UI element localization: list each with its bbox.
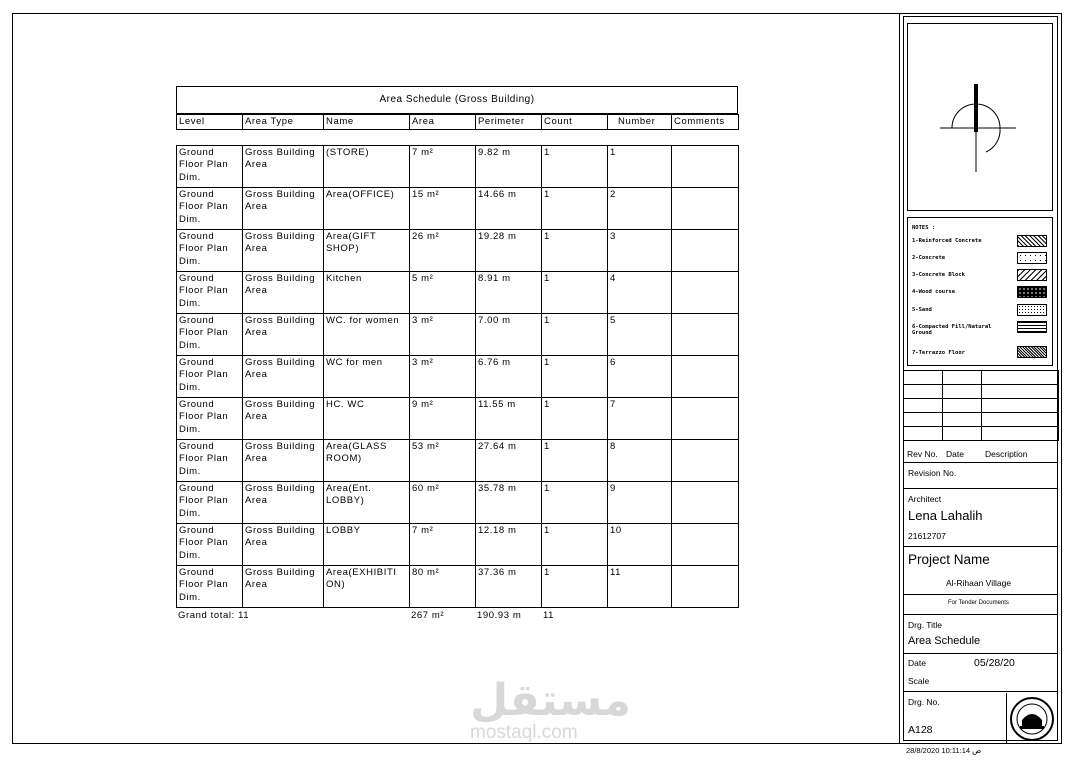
project-label: Project Name xyxy=(908,552,990,567)
cell-number: 4 xyxy=(608,272,672,314)
cell-area-type: Gross Building Area xyxy=(243,314,324,356)
cell-comments xyxy=(672,272,739,314)
cell-perimeter: 35.78 m xyxy=(476,482,542,524)
cell-perimeter: 12.18 m xyxy=(476,524,542,566)
cell-level: Ground Floor Plan Dim. xyxy=(177,398,243,440)
cell-number: 10 xyxy=(608,524,672,566)
cell-area: 5 m² xyxy=(410,272,476,314)
column-header-area: Area xyxy=(410,115,476,130)
date-value: 05/28/20 xyxy=(974,657,1015,669)
purpose-text: For Tender Documents xyxy=(948,600,1009,606)
cell-count: 1 xyxy=(542,524,608,566)
legend-item: 5-Sand xyxy=(912,307,932,313)
grand-total-perimeter: 190.93 m xyxy=(477,610,522,621)
drg-no-label: Drg. No. xyxy=(908,697,940,707)
cell-comments xyxy=(672,440,739,482)
cell-perimeter: 37.36 m xyxy=(476,566,542,608)
cell-level: Ground Floor Plan Dim. xyxy=(177,146,243,188)
cell-area-type: Gross Building Area xyxy=(243,566,324,608)
architect-label: Architect xyxy=(908,494,942,504)
cell-comments xyxy=(672,230,739,272)
drg-no: A128 xyxy=(908,724,933,736)
divider xyxy=(903,594,1058,595)
legend-item: 4-Wood course xyxy=(912,289,956,295)
schedule-body xyxy=(176,145,739,608)
cell-level: Ground Floor Plan Dim. xyxy=(177,188,243,230)
cell-area: 3 m² xyxy=(410,356,476,398)
cell-name: Area(GIFT SHOP) xyxy=(324,230,410,272)
cell-number: 9 xyxy=(608,482,672,524)
cell-number: 7 xyxy=(608,398,672,440)
cell-area: 80 m² xyxy=(410,566,476,608)
table-row xyxy=(177,440,739,482)
university-seal-icon xyxy=(1008,694,1056,742)
drg-title: Area Schedule xyxy=(908,635,981,647)
architect-id: 21612707 xyxy=(908,531,946,541)
cell-level: Ground Floor Plan Dim. xyxy=(177,356,243,398)
cell-number: 8 xyxy=(608,440,672,482)
legend-item: 6-Compacted Fill/Natural Ground xyxy=(912,324,992,336)
legend-item: 1-Reinforced Concrete xyxy=(912,238,982,244)
column-header-area-type: Area Type xyxy=(243,115,324,130)
cell-area: 53 m² xyxy=(410,440,476,482)
concrete-block-hatch-icon xyxy=(1017,269,1047,281)
cell-level: Ground Floor Plan Dim. xyxy=(177,314,243,356)
cell-count: 1 xyxy=(542,146,608,188)
cell-area-type: Gross Building Area xyxy=(243,272,324,314)
cell-area-type: Gross Building Area xyxy=(243,482,324,524)
cell-area-type: Gross Building Area xyxy=(243,398,324,440)
cell-level: Ground Floor Plan Dim. xyxy=(177,440,243,482)
cell-level: Ground Floor Plan Dim. xyxy=(177,524,243,566)
grand-total-label: Grand total: 11 xyxy=(178,610,250,621)
compacted-fill-hatch-icon xyxy=(1017,321,1047,333)
table-row xyxy=(177,146,739,188)
cell-area: 7 m² xyxy=(410,146,476,188)
north-arrow-panel xyxy=(907,23,1053,211)
cell-name: WC for men xyxy=(324,356,410,398)
cell-comments xyxy=(672,356,739,398)
table-row xyxy=(177,314,739,356)
cell-area: 7 m² xyxy=(410,524,476,566)
cell-perimeter: 14.66 m xyxy=(476,188,542,230)
cell-name: WC. for women xyxy=(324,314,410,356)
cell-count: 1 xyxy=(542,566,608,608)
legend-item: 7-Terrazzo Floor xyxy=(912,350,965,356)
divider xyxy=(903,614,1058,615)
column-header-count: Count xyxy=(542,115,608,130)
cell-comments xyxy=(672,146,739,188)
schedule-header xyxy=(176,114,739,130)
cell-name: Area(OFFICE) xyxy=(324,188,410,230)
table-row xyxy=(177,524,739,566)
divider xyxy=(903,546,1058,547)
cell-level: Ground Floor Plan Dim. xyxy=(177,482,243,524)
cell-number: 2 xyxy=(608,188,672,230)
cell-count: 1 xyxy=(542,188,608,230)
cell-name: Kitchen xyxy=(324,272,410,314)
cell-perimeter: 8.91 m xyxy=(476,272,542,314)
cell-area-type: Gross Building Area xyxy=(243,524,324,566)
cell-area: 3 m² xyxy=(410,314,476,356)
cell-count: 1 xyxy=(542,314,608,356)
date-label: Date xyxy=(908,658,926,668)
rev-description-label: Description xyxy=(985,449,1028,459)
cell-name: LOBBY xyxy=(324,524,410,566)
project-name: Al-Rihaan Village xyxy=(946,578,1012,588)
cell-comments xyxy=(672,314,739,356)
cell-area-type: Gross Building Area xyxy=(243,356,324,398)
schedule-title: Area Schedule (Gross Building) xyxy=(176,86,738,114)
column-header-name: Name xyxy=(324,115,410,130)
cell-number: 11 xyxy=(608,566,672,608)
cell-level: Ground Floor Plan Dim. xyxy=(177,230,243,272)
legend-title: NOTES : xyxy=(912,225,936,231)
cell-area: 9 m² xyxy=(410,398,476,440)
title-block-divider xyxy=(899,13,900,744)
table-row xyxy=(177,398,739,440)
legend-item: 3-Concrete Block xyxy=(912,272,965,278)
cell-area: 15 m² xyxy=(410,188,476,230)
cell-level: Ground Floor Plan Dim. xyxy=(177,566,243,608)
cell-level: Ground Floor Plan Dim. xyxy=(177,272,243,314)
cell-area-type: Gross Building Area xyxy=(243,440,324,482)
cell-area-type: Gross Building Area xyxy=(243,146,324,188)
cell-perimeter: 11.55 m xyxy=(476,398,542,440)
cell-count: 1 xyxy=(542,440,608,482)
table-row xyxy=(177,188,739,230)
cell-count: 1 xyxy=(542,482,608,524)
cell-comments xyxy=(672,524,739,566)
cell-number: 5 xyxy=(608,314,672,356)
table-row xyxy=(177,566,739,608)
reinforced-concrete-hatch-icon xyxy=(1017,235,1047,247)
cell-comments xyxy=(672,188,739,230)
cell-perimeter: 19.28 m xyxy=(476,230,542,272)
column-header-comments: Comments xyxy=(672,115,739,130)
cell-name: Area(Ent. LOBBY) xyxy=(324,482,410,524)
table-row xyxy=(177,272,739,314)
concrete-hatch-icon xyxy=(1017,252,1047,264)
north-arrow-icon xyxy=(908,24,1052,210)
cell-area-type: Gross Building Area xyxy=(243,230,324,272)
cell-area: 26 m² xyxy=(410,230,476,272)
cell-count: 1 xyxy=(542,398,608,440)
material-legend xyxy=(907,217,1053,366)
grand-total-count: 11 xyxy=(543,610,555,621)
watermark-logo: مستقل xyxy=(470,675,631,726)
divider xyxy=(903,488,1058,489)
scale-label: Scale xyxy=(908,676,930,686)
cell-name: Area(GLASS ROOM) xyxy=(324,440,410,482)
drg-title-label: Drg. Title xyxy=(908,620,943,630)
cell-name: (STORE) xyxy=(324,146,410,188)
cell-number: 6 xyxy=(608,356,672,398)
cell-name: Area(EXHIBITI ON) xyxy=(324,566,410,608)
cell-number: 1 xyxy=(608,146,672,188)
cell-perimeter: 27.64 m xyxy=(476,440,542,482)
rev-no-label: Rev No. xyxy=(907,449,938,459)
header-row xyxy=(177,115,739,130)
divider xyxy=(903,691,1058,692)
divider xyxy=(903,653,1058,654)
table-row xyxy=(177,356,739,398)
cell-perimeter: 9.82 m xyxy=(476,146,542,188)
architect-name: Lena Lahalih xyxy=(908,508,983,523)
column-header-level: Level xyxy=(177,115,243,130)
cell-count: 1 xyxy=(542,356,608,398)
timestamp: 28/8/2020 10:11:14 ص xyxy=(906,746,982,755)
divider xyxy=(903,462,1058,463)
rev-date-label: Date xyxy=(946,449,964,459)
cell-number: 3 xyxy=(608,230,672,272)
cell-perimeter: 6.76 m xyxy=(476,356,542,398)
cell-comments xyxy=(672,566,739,608)
table-row xyxy=(177,482,739,524)
logo-cell xyxy=(1006,693,1056,743)
column-header-number: Number xyxy=(608,115,672,130)
wood-course-hatch-icon xyxy=(1017,286,1047,298)
cell-area-type: Gross Building Area xyxy=(243,188,324,230)
grand-total-area: 267 m² xyxy=(411,610,445,621)
cell-comments xyxy=(672,482,739,524)
watermark-url: mostaql.com xyxy=(470,722,578,743)
terrazzo-hatch-icon xyxy=(1017,346,1047,358)
cell-count: 1 xyxy=(542,230,608,272)
legend-item: 2-Concrete xyxy=(912,255,946,261)
column-header-perimeter: Perimeter xyxy=(476,115,542,130)
table-row xyxy=(177,230,739,272)
cell-area: 60 m² xyxy=(410,482,476,524)
cell-perimeter: 7.00 m xyxy=(476,314,542,356)
cell-comments xyxy=(672,398,739,440)
cell-name: HC. WC xyxy=(324,398,410,440)
cell-count: 1 xyxy=(542,272,608,314)
revision-table xyxy=(903,370,1059,441)
sand-hatch-icon xyxy=(1017,304,1047,316)
revision-no-label: Revision No. xyxy=(908,468,957,478)
